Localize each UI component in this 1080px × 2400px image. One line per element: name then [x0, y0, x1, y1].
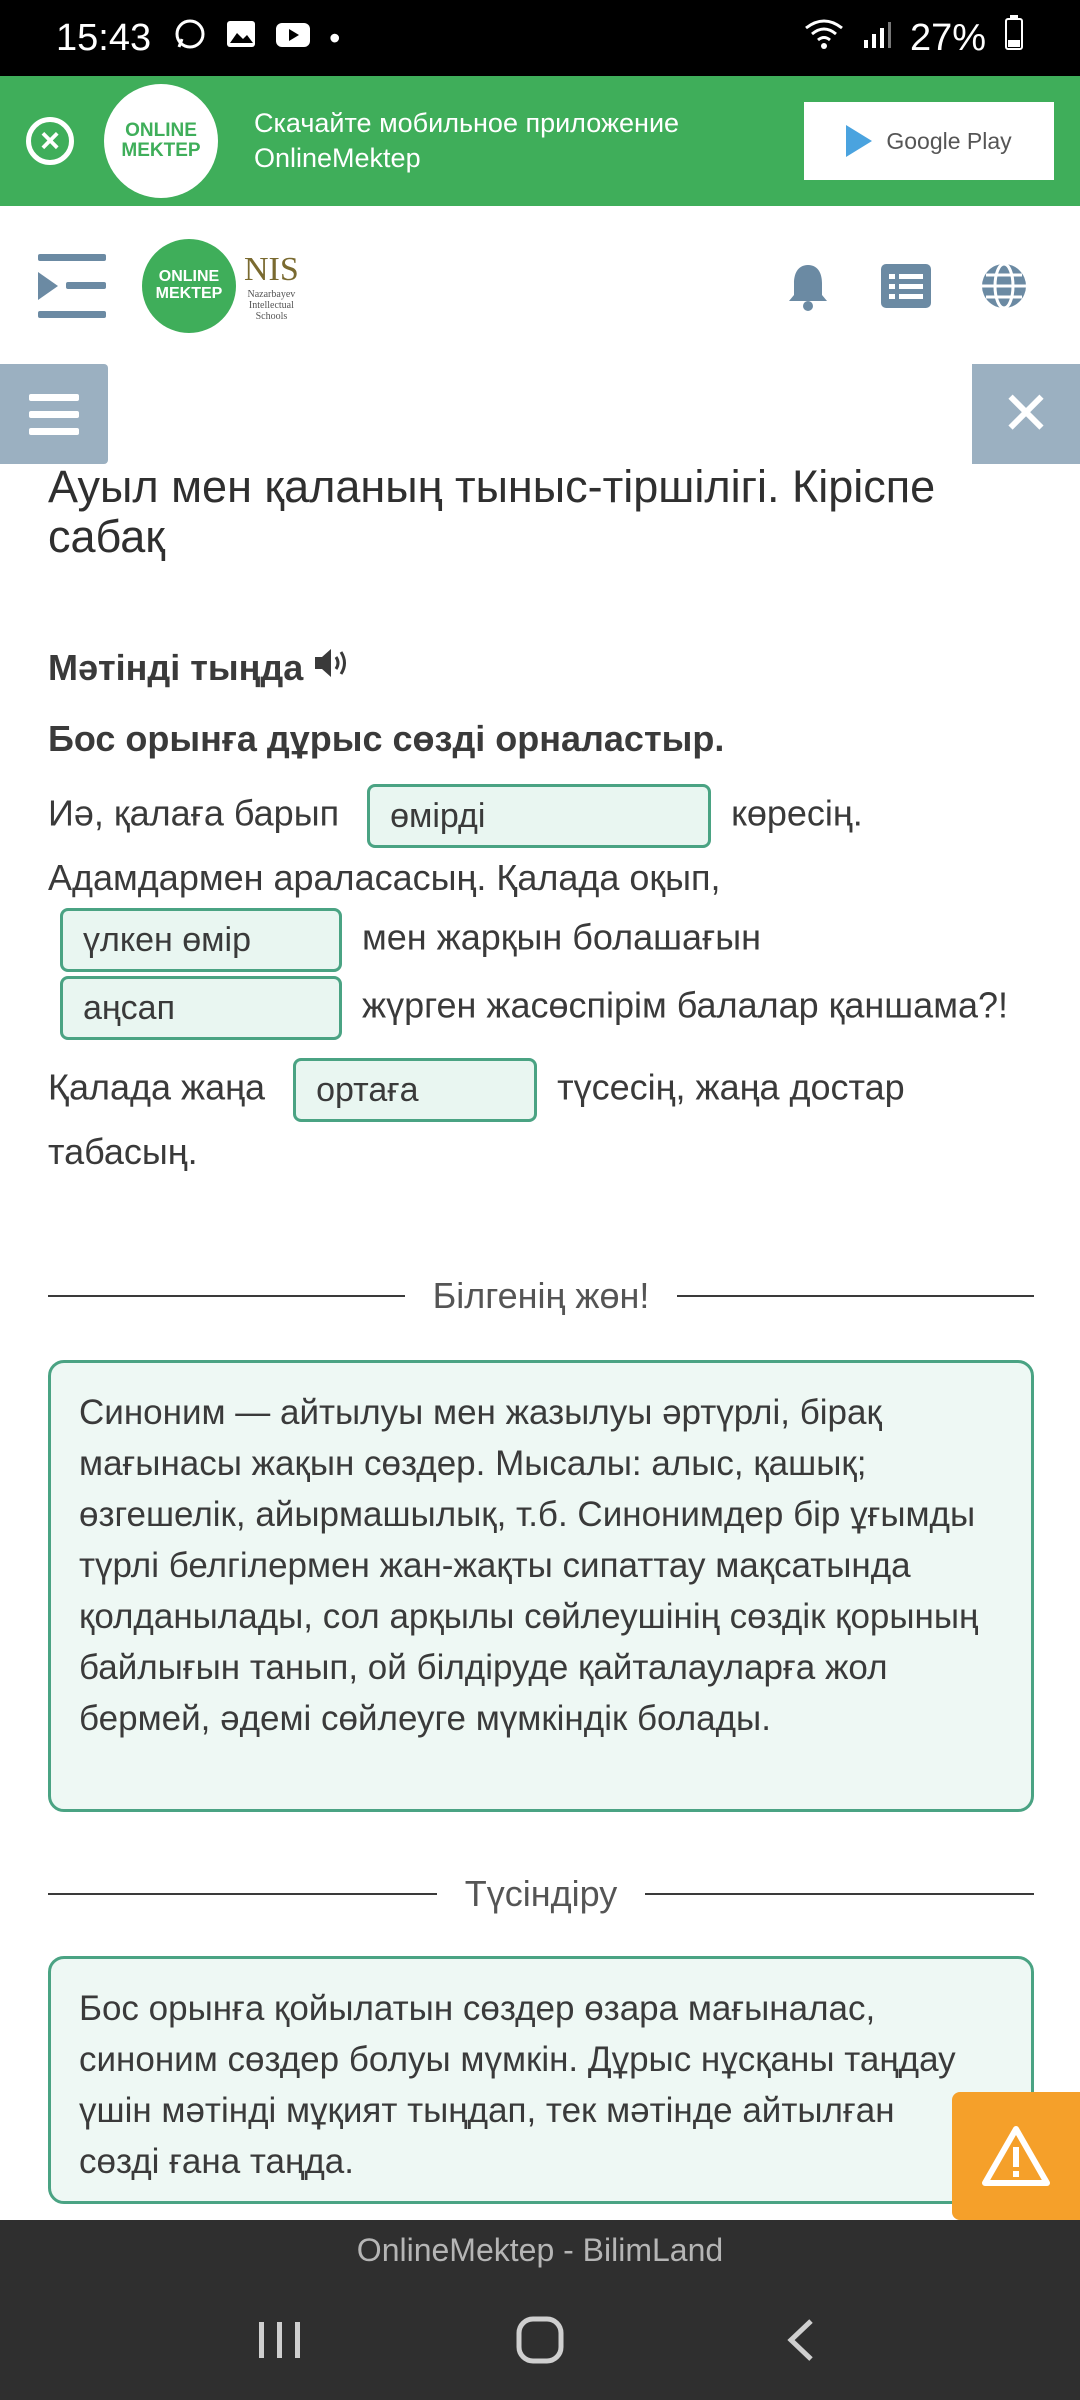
footer-text: OnlineMektep - BilimLand: [356, 2231, 724, 2268]
dot-icon: •: [329, 19, 341, 56]
explanation-box: Бос орынға қойылатын сөздер өзара мағыналас, синоним сөздер болуы мүмкін. Дұрыс нұсқаны таңдау үшін мәтінді мұқият тыңдап, тек мәтінде айтылған сөзді ғана таңда.: [48, 1956, 1034, 2204]
blank-slot-3[interactable]: аңсап: [60, 976, 342, 1040]
home-icon[interactable]: [500, 2300, 580, 2380]
whatsapp-icon: [173, 17, 207, 59]
blank-slot-1[interactable]: өмірді: [367, 784, 711, 848]
blank-slot-2[interactable]: үлкен өмір: [60, 908, 342, 972]
header-logo[interactable]: ONLINE MEKTEP: [142, 239, 236, 333]
play-store-icon: [846, 125, 872, 157]
report-issue-button[interactable]: [952, 2092, 1080, 2220]
exercise-paragraph-2: Қалада жаңа ортаға түсесің, жаңа достар табасың.: [48, 1056, 1038, 1180]
globe-icon[interactable]: [978, 260, 1030, 312]
system-nav-bar: [0, 2280, 1080, 2400]
sidebar-toggle-icon[interactable]: [38, 254, 106, 318]
listen-label: Мәтінді тыңда: [48, 646, 304, 688]
blank-slot-4[interactable]: ортаға: [293, 1058, 537, 1122]
explain-section-divider: [48, 1864, 1034, 1924]
exercise-instruction: Бос орынға дұрыс сөзді орналастыр.: [48, 718, 725, 759]
back-icon[interactable]: [760, 2300, 840, 2380]
know-section-divider: [48, 1266, 1034, 1326]
know-section-label: Білгенің жөн!: [432, 1275, 650, 1316]
google-play-button[interactable]: [804, 102, 1054, 180]
nis-logo: NIS Nazarbayev Intellectual Schools: [244, 250, 299, 322]
lesson-menu-button[interactable]: [0, 364, 108, 464]
synonym-info-box: Синоним — айтылуы мен жазылуы әртүрлі, бірақ мағынасы жақын сөздер. Мысалы: алыс, қашық; өзгешелік, айырмашылық, т.б. Синонимдер бір ұғымды түрлі белгілермен жан-жақты сипаттау мақсатында қолданылады, сол арқылы сөйлеушінің сөздік қорының байлығын танып, ой білдіруде қайталауларға жол бермей, әдемі сөйлеуге мүмкіндік болады.: [48, 1360, 1034, 1812]
signal-icon: [862, 17, 892, 60]
app-promo-banner: [0, 76, 1080, 206]
battery-icon: [1004, 15, 1024, 61]
fill-in-exercise: [48, 782, 1038, 1190]
gallery-icon: [225, 19, 257, 57]
warning-icon: [981, 2125, 1051, 2187]
status-bar: [0, 0, 1080, 76]
status-time: 15:43: [56, 16, 152, 59]
youtube-icon: [275, 20, 311, 57]
onlinemektep-logo: ONLINE MEKTEP: [104, 84, 218, 198]
recent-apps-icon[interactable]: [240, 2300, 320, 2380]
wifi-icon: [804, 17, 844, 60]
listen-text-button[interactable]: [48, 646, 351, 689]
close-promo-icon[interactable]: ×: [26, 117, 74, 165]
battery-level: 27%: [909, 16, 986, 59]
page-title: Ауыл мен қаланың тыныс-тіршілігі. Кіріспе сабақ: [48, 461, 936, 563]
promo-text: Скачайте мобильное приложение OnlineMektep: [254, 107, 680, 173]
list-icon[interactable]: [880, 260, 932, 312]
app-header: [0, 206, 1080, 366]
speaker-icon[interactable]: [313, 646, 351, 689]
exercise-paragraph-1: Иә, қалаға барып өмірді көресің. Адамдармен араласасың. Қалада оқып, үлкен өмір мен жарқын болашағын аңсап жүрген жасөспірім балалар қаншама?!: [48, 782, 1038, 1042]
footer-bar: [0, 2220, 1080, 2280]
bell-icon[interactable]: [782, 260, 834, 312]
close-lesson-button[interactable]: ✕: [972, 364, 1080, 464]
explain-section-label: Түсіндіру: [464, 1873, 618, 1914]
google-play-label: Google Play: [886, 127, 1012, 154]
